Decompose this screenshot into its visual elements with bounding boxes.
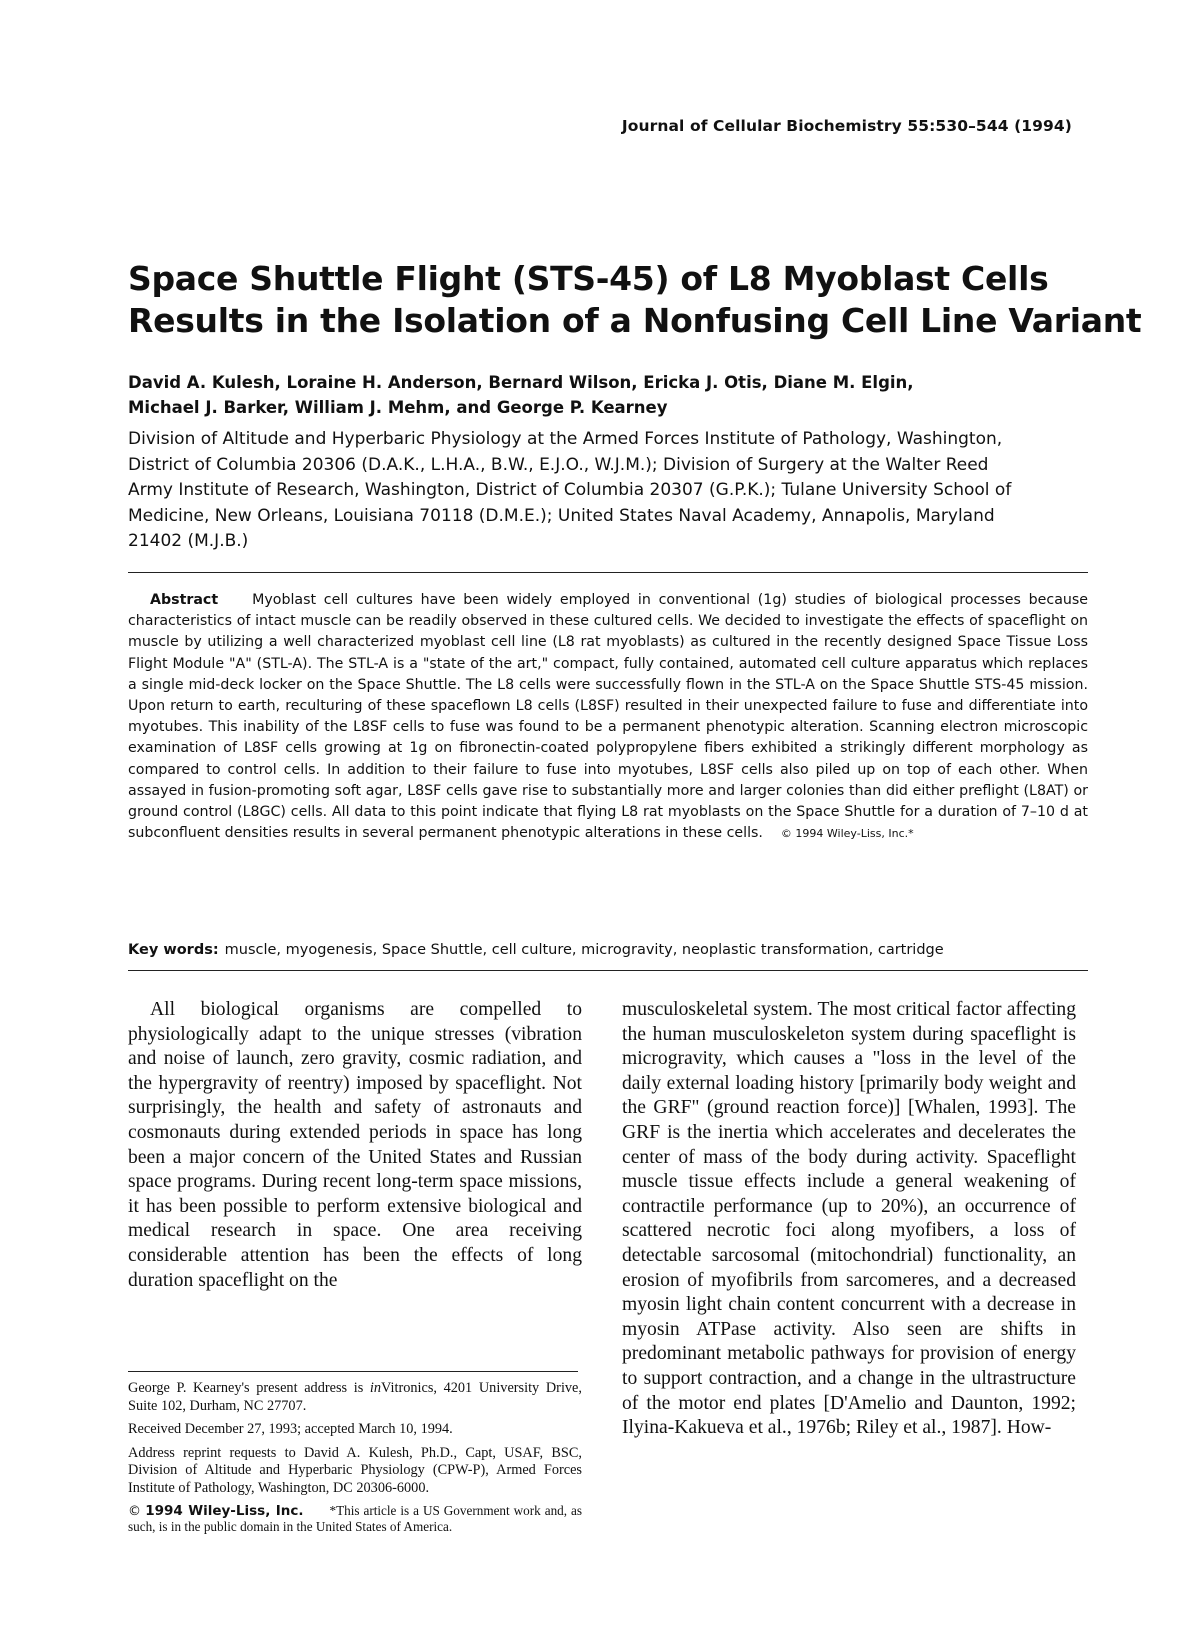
footnote-copyright [128, 1503, 582, 1535]
title-line-2: Results in the Isolation of a Nonfusing Cell Line Variant [128, 301, 1142, 340]
footnote-rule [128, 1371, 578, 1372]
keywords-label: Key words: [128, 942, 219, 958]
author-list [128, 370, 1088, 420]
company-prefix: in [369, 1380, 382, 1396]
keywords [128, 940, 1088, 960]
affiliation-line: Division of Altitude and Hyperbaric Physiology at the Armed Forces Institute of Pathology, Washington, [128, 429, 1003, 449]
footnotes [128, 1380, 582, 1541]
body-column-left: All biological organisms are compelled to physiologically adapt to the unique stresses (vibration and noise of launch, zero gravity, cosmic radiation, and the hypergravity of reentry) imposed by spaceflight. Not surprisingly, the health and safety of astronauts and cosmonauts during extended periods in space has long been a major concern of the United States and Russian space programs. During recent long-term space missions, it has been possible to perform extensive biological and medical research in space. One area receiving considerable attention has been the effects of long duration spaceflight on the [128, 999, 582, 1291]
abstract-top-rule [128, 572, 1088, 573]
title-line-1: Space Shuttle Flight (STS-45) of L8 Myoblast Cells [128, 259, 1049, 298]
article-title [128, 258, 1142, 342]
footnote-received: Received December 27, 1993; accepted March 10, 1994. [128, 1421, 453, 1437]
footnote-address-text: George P. Kearney's present address is [128, 1380, 370, 1396]
company-address: Vitronics, 4201 University Drive, Suite 102, Durham, NC 27707. [128, 1380, 582, 1414]
keywords-bottom-rule [128, 970, 1088, 971]
keywords-text: muscle, myogenesis, Space Shuttle, cell culture, microgravity, neoplastic transformation, cartridge [224, 942, 944, 958]
footnote-reprint: Address reprint requests to David A. Kulesh, Ph.D., Capt, USAF, BSC, Division of Altitude and Hyperbaric Physiology (CPW-P), Armed Forces Institute of Pathology, Washington, DC 20306-6000. [128, 1444, 582, 1496]
affiliation-line: 21402 (M.J.B.) [128, 531, 249, 551]
affiliation-line: Medicine, New Orleans, Louisiana 70118 (D.M.E.); United States Naval Academy, Annapolis, Maryland [128, 505, 995, 526]
abstract-copyright: © 1994 Wiley-Liss, Inc.* [780, 827, 914, 841]
body-column-right: musculoskeletal system. The most critical factor affecting the human musculoskeleton system during spaceflight is microgravity, which causes a "loss in the level of the daily external loading history [primarily body weight and the GRF" (ground reaction force)] [Whalen, 1993]. The GRF is the inertia which accelerates and decelerates the center of mass of the body during activity. Spaceflight muscle tissue effects include a general weakening of contractile performance (up to 20%), an occurrence of scattered necrotic foci along myofibers, a loss of detectable sarcosomal (mitochondrial) functionality, an erosion of myofibrils from sarcomeres, and a decreased myosin light chain content concurrent with a decrease in myosin ATPase activity. Also seen are shifts in predominant metabolic pathways for provision of energy to support contraction, and a change in the ultrastructure of the motor end plates [D'Amelio and Daunton, 1992; Ilyina-Kakueva et al., 1976b; Riley et al., 1987]. How- [622, 999, 1076, 1439]
abstract-text: Myoblast cell cultures have been widely employed in conventional (1g) studies of biological processes because characteristics of intact muscle can be readily observed in these cultured cells. We decided to investigate the effects of spaceflight on muscle by utilizing a well characterized myoblast cell line (L8 rat myoblasts) as cultured in the recently designed Space Tissue Loss Flight Module "A" (STL-A). The STL-A is a "state of the art," compact, fully contained, automated cell culture apparatus which replaces a single mid-deck locker on the Space Shuttle. The L8 cells were successfully flown in the STL-A on the Space Shuttle STS-45 mission. Upon return to earth, reculturing of these spaceflown L8 cells (L8SF) resulted in their unexpected failure to fuse and differentiate into myotubes. This inability of the L8SF cells to fuse was found to be a permanent phenotypic alteration. Scanning electron microscopic examination of L8SF cells growing at 1g on fibronectin-coated polypropylene fibers exhibited a strikingly different morphology as compared to control cells. In addition to their failure to fuse into myotubes, L8SF cells also piled up on top of each other. When assayed in fusion-promoting soft agar, L8SF cells gave rise to substantially more and larger colonies than did either preflight (L8AT) or ground control (L8GC) cells. All data to this point indicate that flying L8 rat myoblasts on the Space Shuttle for a duration of 7–10 d at subconfluent densities results in several permanent phenotypic alterations in these cells. [128, 592, 1088, 842]
copyright-holder: 1994 Wiley-Liss, Inc. [145, 1503, 304, 1519]
affiliation-line: District of Columbia 20306 (D.A.K., L.H.A., B.W., E.J.O., W.J.M.); Division of Surgery at the Walter Reed [128, 454, 989, 475]
author-line-1: David A. Kulesh, Loraine H. Anderson, Bernard Wilson, Ericka J. Otis, Diane M. Elgin, [128, 373, 914, 392]
journal-citation: Journal of Cellular Biochemistry 55:530–544 (1994) [621, 117, 1072, 135]
abstract-label: Abstract [150, 592, 219, 608]
public-domain-note: *This article is a US Government work and, as such, is in the public domain in the United States of America. [128, 1503, 583, 1534]
copyright-symbol: © [128, 1504, 141, 1519]
abstract [128, 590, 1088, 844]
footnote-address [128, 1380, 582, 1415]
affiliation-line: Army Institute of Research, Washington, District of Columbia 20307 (G.P.K.); Tulane University School of [128, 480, 1012, 500]
author-line-2: Michael J. Barker, William J. Mehm, and George P. Kearney [128, 398, 668, 417]
affiliations [128, 427, 1088, 555]
